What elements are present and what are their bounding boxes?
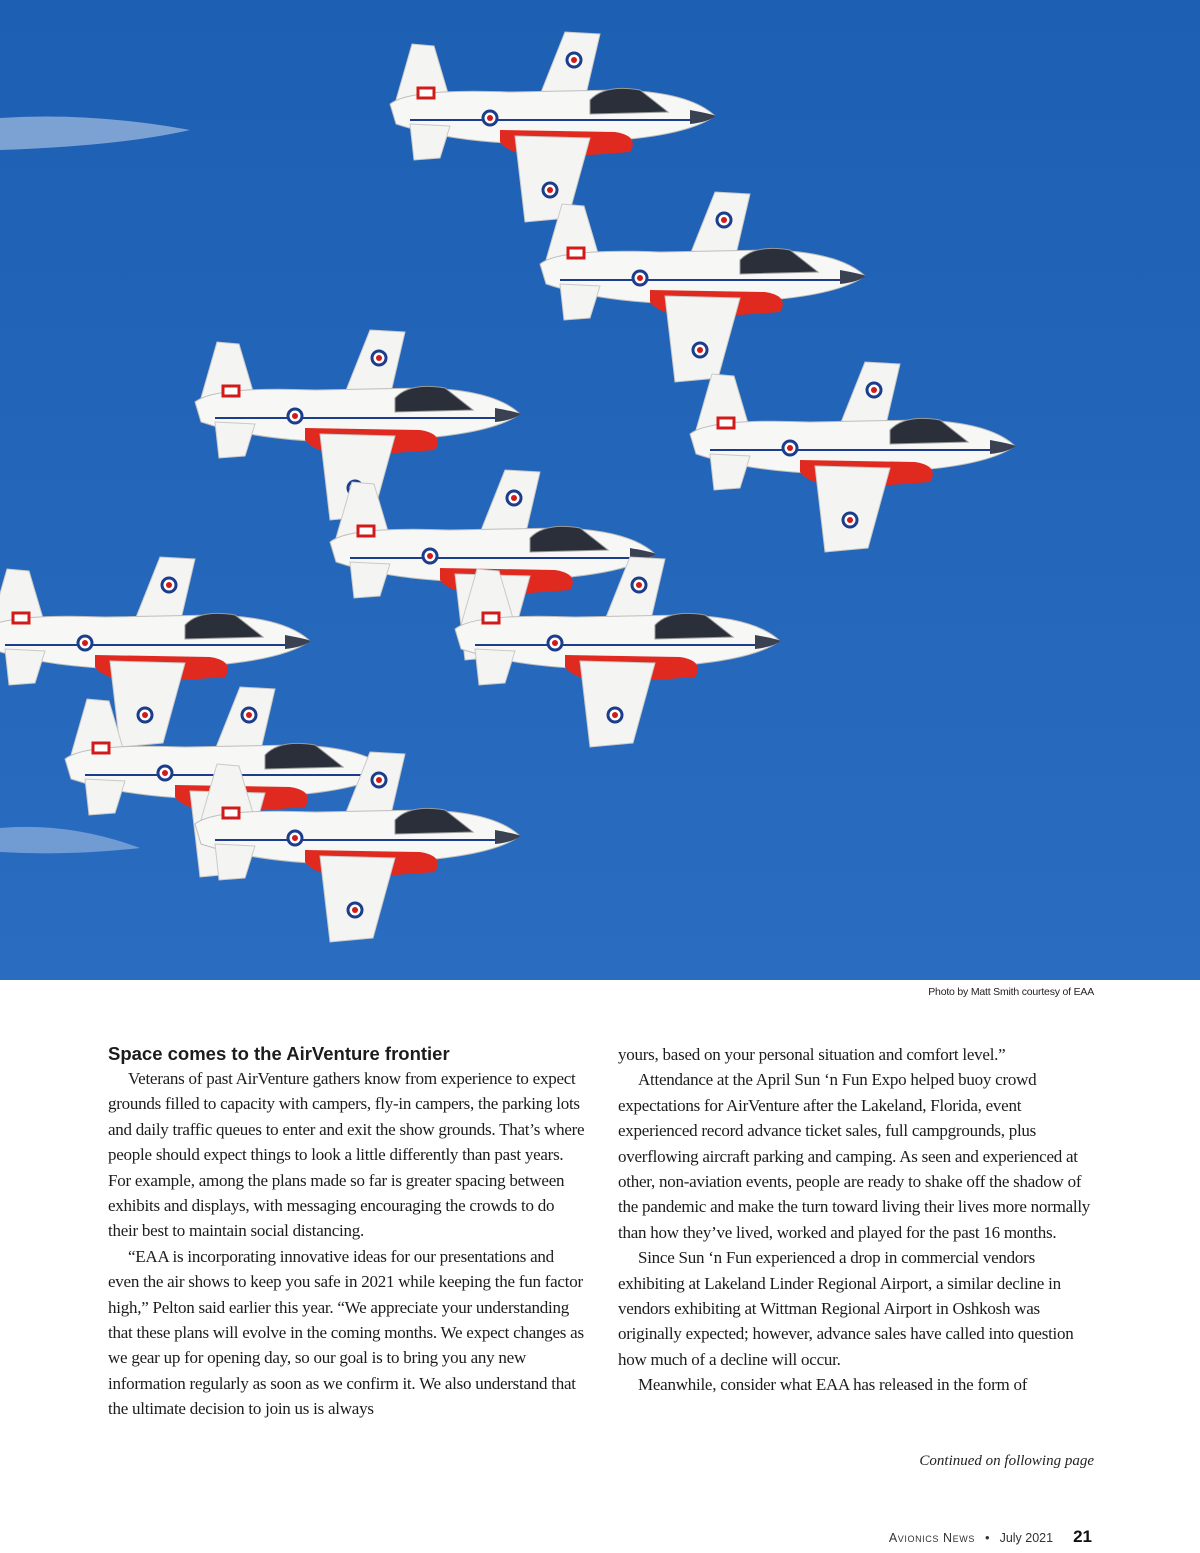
page-number: 21 xyxy=(1073,1527,1092,1546)
paragraph: Since Sun ‘n Fun experienced a drop in commercial vendors exhibiting at Lakeland Linder Regional Airport, a similar decline in vendors exhibiting at Wittman Regional Airport in Oshkosh was originally expected; however, advance sales have called into question how much of a decline will occur. xyxy=(618,1248,1074,1369)
paragraph: Meanwhile, consider what EAA has released in the form of xyxy=(638,1375,1028,1395)
paragraph: “EAA is incorporating innovative ideas for our presentations and even the air shows to keep you safe in 2021 while keeping the fun factor high,” Pelton said earlier this year. “We appreciate your understanding that these plans will evolve in the coming months. We expect changes as we gear up for opening day, so our goal is to bring you any new information regularly as soon as we confirm it. We also understand that the ultimate decision to join us is always xyxy=(108,1246,584,1419)
article-column-left xyxy=(108,1042,588,1422)
paragraph: yours, based on your personal situation and comfort level.” xyxy=(618,1045,1006,1064)
paragraph: Attendance at the April Sun ‘n Fun Expo helped buoy crowd expectations for AirVenture after the Lakeland, Florida, event experienced record advance ticket sales, full campgrounds, plus overflowing aircraft parking and camping. As seen and experienced at other, non-aviation events, people are ready to shake off the shadow of the pandemic and make the turn toward living their lives more normally than how they’ve lived, worked and played for the past 16 months. xyxy=(618,1070,1091,1242)
article-column-right xyxy=(618,1042,1096,1398)
article-heading: Space comes to the AirVenture frontier xyxy=(108,1043,450,1064)
page-footer xyxy=(889,1527,1092,1547)
paragraph: Veterans of past AirVenture gathers know from experience to expect grounds filled to capacity with campers, fly-in campers, the parking lots and daily traffic queues to enter and exit the show grounds. That’s where people should expect things to look a little differently than past years. For example, among the plans made so far is greater spacing between exhibits and displays, with messaging encouraging the crowds to do their best to maintain social distancing. xyxy=(108,1069,585,1241)
publication-name: Avionics News xyxy=(888,1531,975,1545)
issue-date: July 2021 xyxy=(999,1531,1054,1545)
footer-bullet: • xyxy=(985,1530,990,1545)
continued-note: Continued on following page xyxy=(919,1453,1094,1469)
photo-credit: Photo by Matt Smith courtesy of EAA xyxy=(928,986,1094,998)
